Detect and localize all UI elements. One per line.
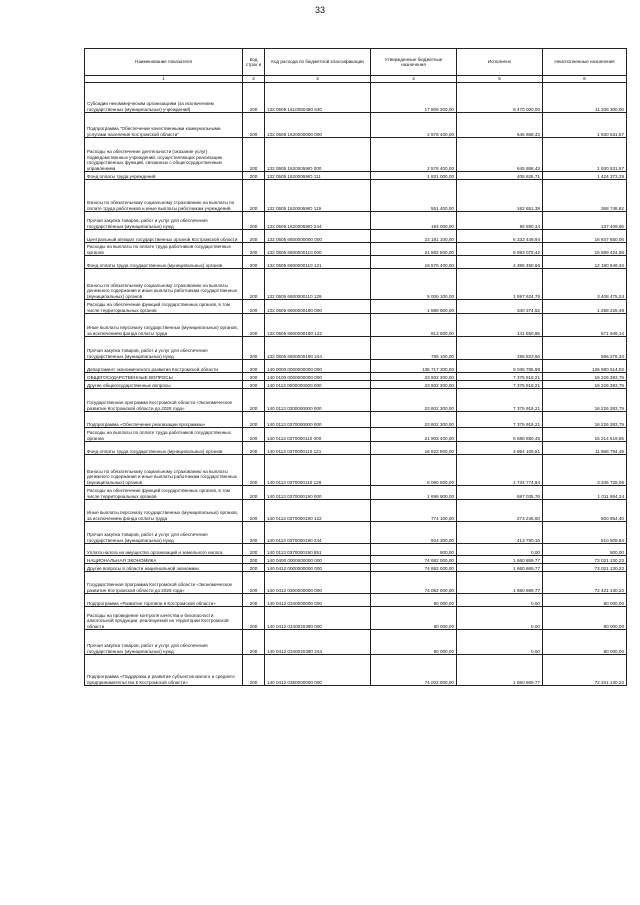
approved-amount-cell: 135 717 300,00	[371, 360, 457, 373]
table-row	[85, 655, 627, 686]
unexecuted-amount-cell: 510 509,84	[543, 522, 627, 544]
approved-amount-cell: 21 582 500,00	[371, 243, 457, 256]
table-row	[85, 230, 627, 243]
line-code-cell: 200	[243, 373, 265, 381]
indicator-name-cell: Фонд оплаты труда государственных (муниципальных) органов	[85, 256, 243, 269]
unexecuted-amount-cell: 1 011 864,24	[543, 486, 627, 500]
table-row	[85, 337, 627, 360]
budget-code-cell: 140 0412 0340020390 244	[265, 630, 371, 655]
page-number: 33	[314, 5, 325, 15]
approved-amount-cell: 785 100,00	[371, 337, 457, 360]
approved-amount-cell: 74 082 000,00	[371, 572, 457, 594]
approved-amount-cell: 23 602 300,00	[371, 412, 457, 428]
indicator-name-cell: Фонд оплаты труда государственных (муниципальных) органов	[85, 442, 243, 455]
executed-amount-cell: 182 651,38	[457, 180, 543, 212]
header-budget-classification-code: Код расхода по бюджетной классификации	[265, 49, 371, 76]
header-unexecuted-appropriations: Неисполненные назначения	[543, 49, 627, 76]
column-number: 1	[85, 76, 243, 83]
indicator-name-cell: Взносы по обязательному социальному страхованию на выплаты денежного содержания и иные выплаты работникам государственных (муниципальных) органов	[85, 455, 243, 486]
executed-amount-cell: 56 590,34	[457, 212, 543, 230]
executed-amount-cell: 645 868,43	[457, 138, 543, 172]
table-row	[85, 314, 627, 337]
line-code-cell: 200	[243, 256, 265, 269]
budget-code-cell: 140 0412 0300000000 000	[265, 572, 371, 594]
approved-amount-cell: 74 002 000,00	[371, 655, 457, 686]
budget-code-cell: 140 0000 0000000000 000	[265, 360, 371, 373]
table-row	[85, 300, 627, 314]
budget-code-cell: 140 0412 0340000000 000	[265, 594, 371, 607]
indicator-name-cell: Расходы на обеспечение функций государственных органов, в том числе территориальных органов	[85, 486, 243, 500]
indicator-name-cell: Подпрограмма «Поддержка и развитие субъектов малого и среднего предпринимательства в Костромской области»	[85, 655, 243, 686]
indicator-name-cell: Взносы по обязательному социальному страхованию на выплаты денежного содержания и иные выплаты работникам государственных (муниципальных) органов	[85, 269, 243, 300]
executed-amount-cell: 0,00	[457, 544, 543, 556]
executed-amount-cell: 6 333 449,94	[457, 230, 543, 243]
table-row	[85, 486, 627, 500]
budget-code-cell: 140 0113 0300000000 000	[265, 389, 371, 412]
indicator-name-cell: Прочая закупка товаров, работ и услуг для обеспечения государственных (муниципальных) нужд	[85, 337, 243, 360]
unexecuted-amount-cell: 368 748,62	[543, 180, 627, 212]
unexecuted-amount-cell: 1 258 225,48	[543, 300, 627, 314]
budget-code-cell: 132 0505 6600000190 244	[265, 337, 371, 360]
indicator-name-cell: Расходы на выплаты по оплате труда работников государственных органов	[85, 243, 243, 256]
executed-amount-cell: 198 823,66	[457, 337, 543, 360]
unexecuted-amount-cell: 3 345 725,06	[543, 455, 627, 486]
budget-code-cell: 132 0505 16200059Ю 111	[265, 172, 371, 180]
budget-code-cell: 132 0505 6600000110 000	[265, 243, 371, 256]
executed-amount-cell: 1 597 624,76	[457, 269, 543, 300]
indicator-name-cell: Прочая закупка товаров, работ и услуг для обеспечения государственных (муниципальных) нужд	[85, 212, 243, 230]
line-code-cell: 200	[243, 500, 265, 522]
table-body	[85, 83, 627, 686]
approved-amount-cell: 21 903 400,00	[371, 428, 457, 442]
table-row	[85, 442, 627, 455]
header-executed: Исполнено	[457, 49, 543, 76]
approved-amount-cell: 500,00	[371, 544, 457, 556]
executed-amount-cell: 1 660 869,77	[457, 655, 543, 686]
line-code-cell: 200	[243, 314, 265, 337]
approved-amount-cell: 17 806 300,00	[371, 83, 457, 113]
executed-amount-cell: 0,00	[457, 607, 543, 630]
budget-code-cell: 132 0505 6600000000 000	[265, 230, 371, 243]
executed-amount-cell: 1 660 869,77	[457, 564, 543, 572]
budget-code-cell: 140 0113 0370000190 244	[265, 522, 371, 544]
line-code-cell: 200	[243, 522, 265, 544]
approved-amount-cell: 5 006 100,00	[371, 269, 457, 300]
unexecuted-amount-cell: 11 336 300,00	[543, 83, 627, 113]
approved-amount-cell: 774 100,00	[371, 500, 457, 522]
approved-amount-cell: 16 822 900,00	[371, 442, 457, 455]
budget-code-cell: 140 0412 0000000000 000	[265, 564, 371, 572]
budget-code-cell: 132 0505 1610080480 630	[265, 83, 371, 113]
unexecuted-amount-cell: 1 930 531,57	[543, 113, 627, 138]
table-row	[85, 500, 627, 522]
approved-amount-cell: 16 576 400,00	[371, 256, 457, 269]
unexecuted-amount-cell: 1 930 531,57	[543, 138, 627, 172]
line-code-cell: 200	[243, 655, 265, 686]
indicator-name-cell: Иные выплаты персоналу государственных (муниципальных) органов, за исключением фонда оплаты труда	[85, 500, 243, 522]
budget-code-cell: 140 0113 0000000000 000	[265, 381, 371, 389]
unexecuted-amount-cell: 80 000,00	[543, 594, 627, 607]
indicator-name-cell: Расходы на выплаты по оплате труда работников государственных органов	[85, 428, 243, 442]
unexecuted-amount-cell: 80 000,00	[543, 630, 627, 655]
unexecuted-amount-cell: 73 021 130,23	[543, 556, 627, 564]
indicator-name-cell: Центральный аппарат государственных органов Костромской области	[85, 230, 243, 243]
budget-code-cell: 132 0505 6600000110 129	[265, 269, 371, 300]
unexecuted-amount-cell: 16 226 383,79	[543, 389, 627, 412]
approved-amount-cell: 23 602 300,00	[371, 389, 457, 412]
table-row	[85, 412, 627, 428]
indicator-name-cell: Прочая закупка товаров, работ и услуг для обеспечения государственных (муниципальных) нужд	[85, 630, 243, 655]
line-code-cell: 200	[243, 607, 265, 630]
unexecuted-amount-cell: 15 214 519,55	[543, 428, 627, 442]
executed-amount-cell: 0,00	[457, 594, 543, 607]
budget-code-cell: 132 0505 6600000190 000	[265, 300, 371, 314]
unexecuted-amount-cell: 80 000,00	[543, 607, 627, 630]
unexecuted-amount-cell: 3 408 475,24	[543, 269, 627, 300]
budget-code-cell: 140 0412 0360000000 000	[265, 655, 371, 686]
line-code-cell: 200	[243, 212, 265, 230]
indicator-name-cell: ОБЩЕГОСУДАРСТВЕННЫЕ ВОПРОСЫ	[85, 373, 243, 381]
executed-amount-cell: 6 688 880,45	[457, 428, 543, 442]
line-code-cell: 200	[243, 544, 265, 556]
indicator-name-cell: Прочая закупка товаров, работ и услуг для обеспечения государственных (муниципальных) нужд	[85, 522, 243, 544]
line-code-cell: 200	[243, 630, 265, 655]
line-code-cell: 200	[243, 172, 265, 180]
unexecuted-amount-cell: 12 180 949,34	[543, 256, 627, 269]
table-row	[85, 360, 627, 373]
executed-amount-cell: 413 790,16	[457, 522, 543, 544]
executed-amount-cell: 7 375 916,21	[457, 381, 543, 389]
indicator-name-cell: Другие общегосударственные вопросы	[85, 381, 243, 389]
approved-amount-cell: 23 602 300,00	[371, 373, 457, 381]
budget-code-cell: 140 0113 0370000190 000	[265, 486, 371, 500]
unexecuted-amount-cell: 16 847 650,06	[543, 230, 627, 243]
budget-code-cell: 140 0113 0370000110 129	[265, 455, 371, 486]
table-row	[85, 594, 627, 607]
unexecuted-amount-cell: 11 868 794,49	[543, 442, 627, 455]
table-row	[85, 564, 627, 572]
approved-amount-cell: 23 181 100,00	[371, 230, 457, 243]
unexecuted-amount-cell: 137 409,66	[543, 212, 627, 230]
budget-code-cell: 140 0113 0370000110 000	[265, 428, 371, 442]
table-row	[85, 544, 627, 556]
approved-amount-cell: 23 602 300,00	[371, 381, 457, 389]
unexecuted-amount-cell: 586 276,34	[543, 337, 627, 360]
column-number: 3	[265, 76, 371, 83]
line-code-cell: 200	[243, 300, 265, 314]
indicator-name-cell: Государственная программа Костромской области «Экономическое развитие Костромской области до 2025 года»	[85, 572, 243, 594]
indicator-name-cell: Департамент экономического развития Костромской области	[85, 360, 243, 373]
table-row	[85, 428, 627, 442]
indicator-name-cell: Фонд оплаты труда учреждений	[85, 172, 243, 180]
unexecuted-amount-cell: 72 421 130,23	[543, 572, 627, 594]
column-number: 5	[457, 76, 543, 83]
unexecuted-amount-cell: 1 424 373,29	[543, 172, 627, 180]
indicator-name-cell: Подпрограмма "Обеспечение качественными коммунальными услугами населения Костромской области"	[85, 113, 243, 138]
table-row	[85, 83, 627, 113]
indicator-name-cell: Уплата налога на имущество организаций и земельного налога	[85, 544, 243, 556]
unexecuted-amount-cell: 16 226 383,79	[543, 412, 627, 428]
budget-code-cell: 132 0505 1620000000 000	[265, 113, 371, 138]
line-code-cell: 200	[243, 428, 265, 442]
table-row	[85, 522, 627, 544]
line-code-cell: 200	[243, 381, 265, 389]
line-code-cell: 200	[243, 556, 265, 564]
unexecuted-amount-cell: 16 226 383,79	[543, 381, 627, 389]
unexecuted-amount-cell: 73 021 130,23	[543, 564, 627, 572]
header-line-code: Код строк и	[243, 49, 265, 76]
line-code-cell: 200	[243, 83, 265, 113]
indicator-name-cell: НАЦИОНАЛЬНАЯ ЭКОНОМИКА	[85, 556, 243, 564]
executed-amount-cell: 7 375 916,21	[457, 412, 543, 428]
line-code-cell: 200	[243, 572, 265, 594]
line-code-cell: 200	[243, 269, 265, 300]
executed-amount-cell: 1 660 869,77	[457, 556, 543, 564]
column-number: 4	[371, 76, 457, 83]
line-code-cell: 200	[243, 564, 265, 572]
table-row	[85, 256, 627, 269]
table-row	[85, 212, 627, 230]
header-approved-appropriations: Утвержденные бюджетные назначения	[371, 49, 457, 76]
header-indicator-name: Наименование показателя	[85, 49, 243, 76]
executed-amount-cell: 4 395 450,66	[457, 256, 543, 269]
table-row	[85, 180, 627, 212]
indicator-name-cell: Расходы на обеспечение деятельности (оказание услуг) подведомственных учреждений, осуществляющих реализацию государственных функций, связанных с общегосударственным управлением	[85, 138, 243, 172]
table-row	[85, 138, 627, 172]
budget-code-cell: 132 0505 16200059Ю 119	[265, 180, 371, 212]
executed-amount-cell: 7 375 916,21	[457, 389, 543, 412]
line-code-cell: 200	[243, 337, 265, 360]
line-code-cell: 200	[243, 230, 265, 243]
indicator-name-cell: Расходы на проведение контроля качества и безопасности алкогольной продукции, реализуемой на территории Костромской области	[85, 607, 243, 630]
approved-amount-cell: 1 831 000,00	[371, 172, 457, 180]
executed-amount-cell: 141 550,86	[457, 314, 543, 337]
unexecuted-amount-cell: 500 854,40	[543, 500, 627, 522]
approved-amount-cell: 2 576 400,00	[371, 113, 457, 138]
budget-execution-table	[84, 48, 627, 686]
line-code-cell: 200	[243, 412, 265, 428]
table-row	[85, 373, 627, 381]
table-row	[85, 607, 627, 630]
indicator-name-cell: Иные выплаты персоналу государственных (муниципальных) органов, за исключением фонда оплаты труда	[85, 314, 243, 337]
table-row	[85, 630, 627, 655]
table-header-row	[85, 49, 627, 76]
line-code-cell: 200	[243, 486, 265, 500]
line-code-cell: 200	[243, 180, 265, 212]
budget-code-cell: 132 0505 6600000110 121	[265, 256, 371, 269]
approved-amount-cell: 80 000,00	[371, 594, 457, 607]
executed-amount-cell: 406 626,71	[457, 172, 543, 180]
executed-amount-cell: 6 470 000,00	[457, 83, 543, 113]
indicator-name-cell: Государственная программа Костромской области «Экономическое развитие Костромской области до 2025 года»	[85, 389, 243, 412]
line-code-cell: 200	[243, 138, 265, 172]
executed-amount-cell: 0,00	[457, 630, 543, 655]
table-row	[85, 269, 627, 300]
table-row	[85, 389, 627, 412]
indicator-name-cell: Взносы по обязательному социальному страхованию на выплаты по оплате труда работников и иные выплаты работникам учреждений	[85, 180, 243, 212]
budget-code-cell: 140 0113 0370000110 121	[265, 442, 371, 455]
line-code-cell: 200	[243, 389, 265, 412]
approved-amount-cell: 924 300,00	[371, 522, 457, 544]
indicator-name-cell: Субсидии некоммерческим организациям (за исключением государственных (муниципальных) учреждений)	[85, 83, 243, 113]
table-row	[85, 243, 627, 256]
column-number-row	[85, 76, 627, 83]
unexecuted-amount-cell: 500,00	[543, 544, 627, 556]
executed-amount-cell: 273 245,60	[457, 500, 543, 522]
unexecuted-amount-cell: 126 680 514,02	[543, 360, 627, 373]
unexecuted-amount-cell: 671 949,14	[543, 314, 627, 337]
budget-code-cell: 140 0400 0000000000 000	[265, 556, 371, 564]
indicator-name-cell: Расходы на обеспечение функций государственных органов, в том числе территориальных органов	[85, 300, 243, 314]
executed-amount-cell: 9 036 785,98	[457, 360, 543, 373]
budget-code-cell: 140 0412 0340020390 000	[265, 607, 371, 630]
budget-code-cell: 132 0505 16200059Ю 000	[265, 138, 371, 172]
approved-amount-cell: 74 682 000,00	[371, 556, 457, 564]
budget-code-cell: 140 0113 0370000190 851	[265, 544, 371, 556]
approved-amount-cell: 80 000,00	[371, 607, 457, 630]
table-row	[85, 556, 627, 564]
approved-amount-cell: 1 698 900,00	[371, 486, 457, 500]
table-row	[85, 455, 627, 486]
unexecuted-amount-cell: 16 226 383,79	[543, 373, 627, 381]
line-code-cell: 200	[243, 113, 265, 138]
line-code-cell: 200	[243, 360, 265, 373]
table-row	[85, 381, 627, 389]
executed-amount-cell: 4 954 105,51	[457, 442, 543, 455]
line-code-cell: 200	[243, 243, 265, 256]
executed-amount-cell: 5 993 075,42	[457, 243, 543, 256]
line-code-cell: 200	[243, 455, 265, 486]
executed-amount-cell: 1 660 869,77	[457, 572, 543, 594]
table-row	[85, 113, 627, 138]
indicator-name-cell: Подпрограмма «Развитие торговли в Костромской области»	[85, 594, 243, 607]
executed-amount-cell: 340 374,52	[457, 300, 543, 314]
approved-amount-cell: 74 682 000,00	[371, 564, 457, 572]
unexecuted-amount-cell: 15 589 424,58	[543, 243, 627, 256]
indicator-name-cell: Другие вопросы в области национальной экономики	[85, 564, 243, 572]
executed-amount-cell: 645 868,43	[457, 113, 543, 138]
line-code-cell: 200	[243, 594, 265, 607]
column-number: 2	[243, 76, 265, 83]
approved-amount-cell: 80 000,00	[371, 630, 457, 655]
budget-code-cell: 140 0113 0370000000 000	[265, 412, 371, 428]
line-code-cell: 200	[243, 442, 265, 455]
unexecuted-amount-cell: 72 341 130,23	[543, 655, 627, 686]
executed-amount-cell: 7 375 916,21	[457, 373, 543, 381]
column-number: 6	[543, 76, 627, 83]
approved-amount-cell: 194 000,00	[371, 212, 457, 230]
budget-code-cell: 140 0113 0370000190 122	[265, 500, 371, 522]
table-row	[85, 172, 627, 180]
table-row	[85, 572, 627, 594]
approved-amount-cell: 1 598 600,00	[371, 300, 457, 314]
executed-amount-cell: 1 734 774,94	[457, 455, 543, 486]
approved-amount-cell: 551 400,00	[371, 180, 457, 212]
executed-amount-cell: 687 035,76	[457, 486, 543, 500]
approved-amount-cell: 5 080 500,00	[371, 455, 457, 486]
budget-code-cell: 140 0100 0000000000 000	[265, 373, 371, 381]
budget-code-cell: 132 0505 16200059Ю 244	[265, 212, 371, 230]
indicator-name-cell: Подпрограмма «Обеспечение реализации программы»	[85, 412, 243, 428]
budget-code-cell: 132 0505 6600000190 122	[265, 314, 371, 337]
approved-amount-cell: 2 576 400,00	[371, 138, 457, 172]
approved-amount-cell: 813 500,00	[371, 314, 457, 337]
